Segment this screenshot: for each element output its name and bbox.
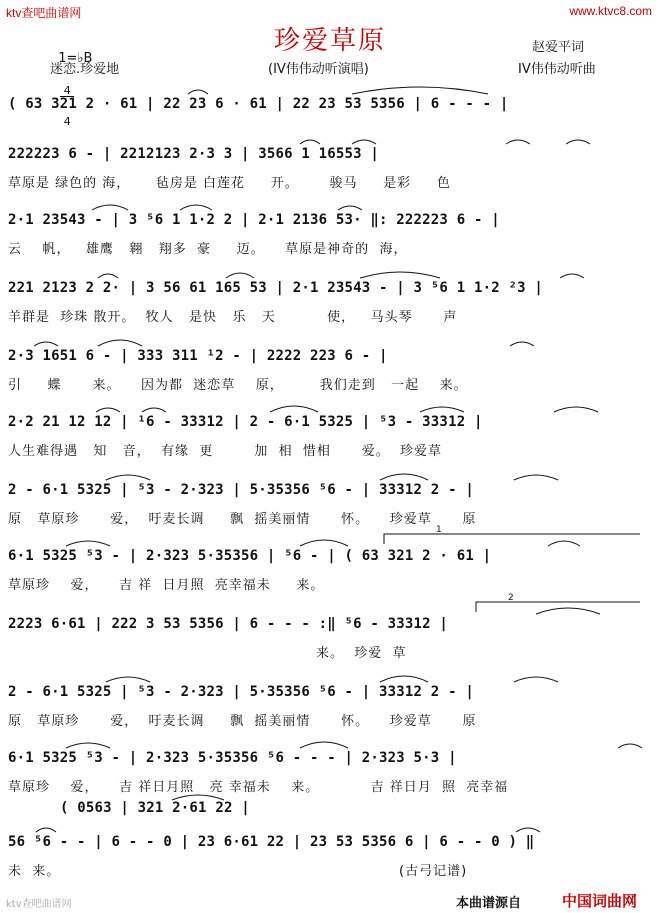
score-row-11-lyrics: 草原珍 爱， 吉 祥日月照 亮 幸福未 来。 吉 祥日月 照 亮幸福 (8, 780, 509, 795)
volta-number-2: 2 (508, 593, 514, 603)
slur-arc (560, 274, 584, 278)
score-row-5-notes: 2·3 1651 6 - | 333 311 ¹2 - | 2222 223 6 - | (8, 348, 388, 364)
slur-arc (300, 140, 320, 144)
slur-arc (514, 677, 558, 682)
score-row-3-lyrics: 云 帆， 雄鹰 翱 翔多 豪 迈。 草原是神奇的 海， (8, 242, 408, 257)
slur-arc (548, 541, 580, 546)
score-row-9-notes: 2223 6·61 | 222 3 53 5356 | 6 - - - :‖ ⁵6 - 33312 | (8, 616, 449, 632)
volta-number-1: 1 (436, 525, 442, 535)
score-row-13-lyrics: 未 来。 (古弓记谱) (8, 864, 468, 879)
score-row-6-lyrics: 人生难得遇 知 音， 有缘 更 加 相 惜相 爱。 珍爱草 (8, 444, 442, 459)
score-row-4-notes: 221 2123 2 2· | 3 56 61 165 53 | 2·1 23543 - | 3 ⁵6 1 1·2 ²3 | (8, 280, 543, 296)
slur-arc (380, 676, 428, 682)
slur-arc (180, 205, 212, 210)
slur-arc (300, 540, 348, 546)
slur-arc (188, 90, 208, 94)
slur-arc (510, 342, 534, 346)
slur-arc (226, 273, 254, 278)
slur-arc (106, 475, 150, 480)
subtitle-left: 迷恋.珍爱地 (50, 62, 120, 77)
site-watermark-left: ktv查吧曲谱网 (6, 6, 82, 20)
score-row-7-lyrics: 原 草原珍 爱， 吁麦长调 飘 摇美丽情 怀。 珍爱草 原 (8, 512, 477, 527)
score-row-2-notes: 222223 6 - | 2212123 2·3 3 | 3566 1 16553 | (8, 146, 380, 162)
key-signature (50, 36, 92, 147)
slur-arc (566, 140, 590, 144)
score-row-11-notes: 6·1 5325 ⁵3 - | 2·323 5·35356 ⁵6 - - - | 2·323 5·3 | (8, 750, 457, 766)
slur-arc (96, 408, 120, 412)
score-row-8-lyrics: 草原珍 爱， 吉 祥 日月照 亮幸福未 来。 (8, 578, 325, 593)
slur-arc (106, 677, 150, 682)
footer-watermark: ktv查吧曲谱网 (6, 899, 72, 910)
score-row-10-notes: 2 - 6·1 5325 | ⁵3 - 2·323 | 5·35356 ⁵6 - | 33312 2 - | (8, 684, 474, 700)
performer-credit: (IV伟伟动听演唱) (268, 62, 369, 77)
slur-arc (338, 206, 362, 210)
time-numerator: 4 (60, 86, 74, 97)
score-row-9-lyrics: 来。 珍爱 草 (8, 646, 407, 661)
key-label: 1=♭B (58, 51, 93, 66)
slur-arc (98, 274, 118, 278)
score-row-8-notes: 6·1 5325 ⁵3 - | 2·323 5·35356 | ⁵6 - | ( 63 321 2 · 61 | (8, 548, 492, 564)
composer-credit: IV伟伟动听曲 (518, 62, 596, 77)
score-row-3-notes: 2·1 23543 - | 3 ⁵6 1 1·2 2 | 2·1 2136 53· ‖: 222223 6 - | (8, 212, 500, 228)
lyricist-credit: 赵爱平词 (532, 40, 585, 55)
slur-arc (514, 475, 558, 480)
score-row-13-notes: 56 ⁵6 - - | 6 - - 0 | 23 6·61 22 | 23 53 5356 6 | 6 - - 0 ) ‖ (8, 834, 535, 850)
slur-arc (618, 744, 642, 748)
score-row-2-lyrics: 草原是 绿色的 海， 毡房是 白莲花 开。 骏马 是彩 色 (8, 176, 451, 191)
score-row-4-lyrics: 羊群是 珍珠 散开。 牧人 是快 乐 天 使， 马头琴 声 (8, 310, 458, 325)
slur-arc (516, 828, 540, 832)
score-row-6-notes: 2·2 21 12 12 | ¹6 - 33312 | 2 - 6·1 5325 | ⁵3 - 33312 | (8, 414, 483, 430)
site-watermark-right: www.ktvc8.com (569, 4, 652, 18)
slur-arc (536, 608, 600, 614)
score-row-5-lyrics: 引 蝶 来。 因为都 迷恋草 原， 我们走到 一起 来。 (8, 378, 468, 393)
slur-arc (66, 541, 110, 546)
slur-arc (352, 140, 376, 144)
slur-arc (66, 743, 110, 748)
slur-arc (92, 205, 128, 210)
time-denominator: 4 (63, 115, 71, 128)
slur-arc (380, 474, 428, 480)
slur-arc (360, 272, 440, 278)
slur-arc (270, 406, 318, 412)
source-site-link[interactable]: 中国词曲网 (562, 892, 638, 910)
score-row-7-notes: 2 - 6·1 5325 | ⁵3 - 2·323 | 5·35356 ⁵6 - | 33312 2 - | (8, 482, 474, 498)
score-row-1-notes: ( 63 321 2 · 61 | 22 23 6 · 61 | 22 23 53 5356 | 6 - - - | (8, 96, 509, 112)
slur-arc (506, 140, 530, 144)
volta-bracket-2 (476, 602, 640, 612)
volta-bracket-1 (384, 534, 640, 544)
source-label: 本曲谱源自 (456, 896, 522, 911)
score-row-12-notes: ( 0563 | 321 2·61 22 | (60, 800, 250, 816)
slur-arc (420, 407, 464, 412)
slur-arc (554, 407, 598, 412)
score-row-10-lyrics: 原 草原珍 爱， 吁麦长调 飘 摇美丽情 怀。 珍爱草 原 (8, 714, 477, 729)
slur-arc (142, 408, 166, 412)
slur-arc (98, 340, 142, 346)
slur-arc (300, 742, 348, 748)
slur-arc (352, 87, 488, 94)
song-title: 珍爱草原 (273, 26, 386, 56)
slur-arc (36, 828, 56, 832)
slur-arc (34, 342, 58, 346)
